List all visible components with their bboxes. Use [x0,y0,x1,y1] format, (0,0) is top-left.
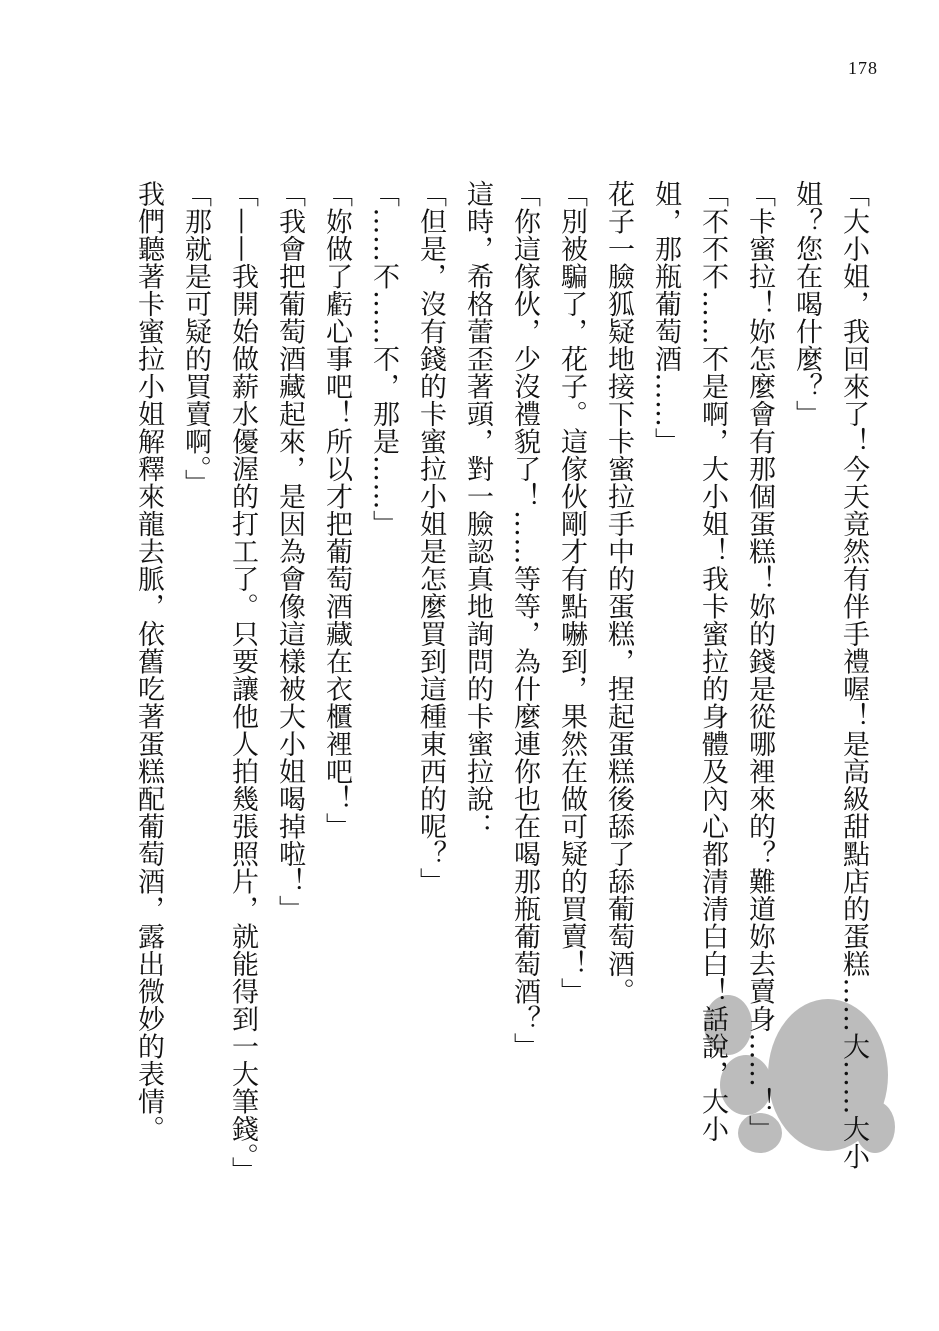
paragraph: 「不不不……不是啊，大小姐！我卡蜜拉的身體及內心都清清白白！話說，大小姐，那瓶葡萄酒……」 [650,180,728,1143]
paragraph: 「你這傢伙，少沒禮貌了！……等等，為什麼連你也在喝那瓶葡萄酒？」 [509,180,540,1060]
vertical-text-body [125,180,877,1184]
paragraph: 「別被騙了，花子。這傢伙剛才有點嚇到，果然在做可疑的買賣！」 [556,180,587,1005]
paragraph: 「……不……不，那是……」 [368,180,399,538]
paragraph: 我們聽著卡蜜拉小姐解釋來龍去脈，依舊吃著蛋糕配葡萄酒，露出微妙的表情。 [133,180,164,1143]
paragraph: 「妳做了虧心事吧！所以才把葡萄酒藏在衣櫃裡吧！」 [321,180,352,840]
paragraph: 花子一臉狐疑地接下卡蜜拉手中的蛋糕，捏起蛋糕後舔了舔葡萄酒。 [603,180,634,1005]
paragraph: 「——我開始做薪水優渥的打工了。只要讓他人拍幾張照片，就能得到一大筆錢。」 [227,180,258,1184]
paragraph: 「但是，沒有錢的卡蜜拉小姐是怎麼買到這種東西的呢？」 [415,180,446,895]
paragraph: 「我會把葡萄酒藏起來，是因為會像這樣被大小姐喝掉啦！」 [274,180,305,923]
paragraph: 「大小姐，我回來了！今天竟然有伴手禮喔！是高級甜點店的蛋糕……大……大小姐？您在喝什麼？」 [791,180,869,1170]
paragraph: 「卡蜜拉！妳怎麼會有那個蛋糕！妳的錢是從哪裡來的？難道妳去賣身……！」 [744,180,775,1143]
paragraph: 這時，希格蕾歪著頭，對一臉認真地詢問的卡蜜拉說： [462,180,493,840]
paragraph: 「那就是可疑的買賣啊。」 [180,180,211,497]
page-number: 178 [848,58,878,78]
